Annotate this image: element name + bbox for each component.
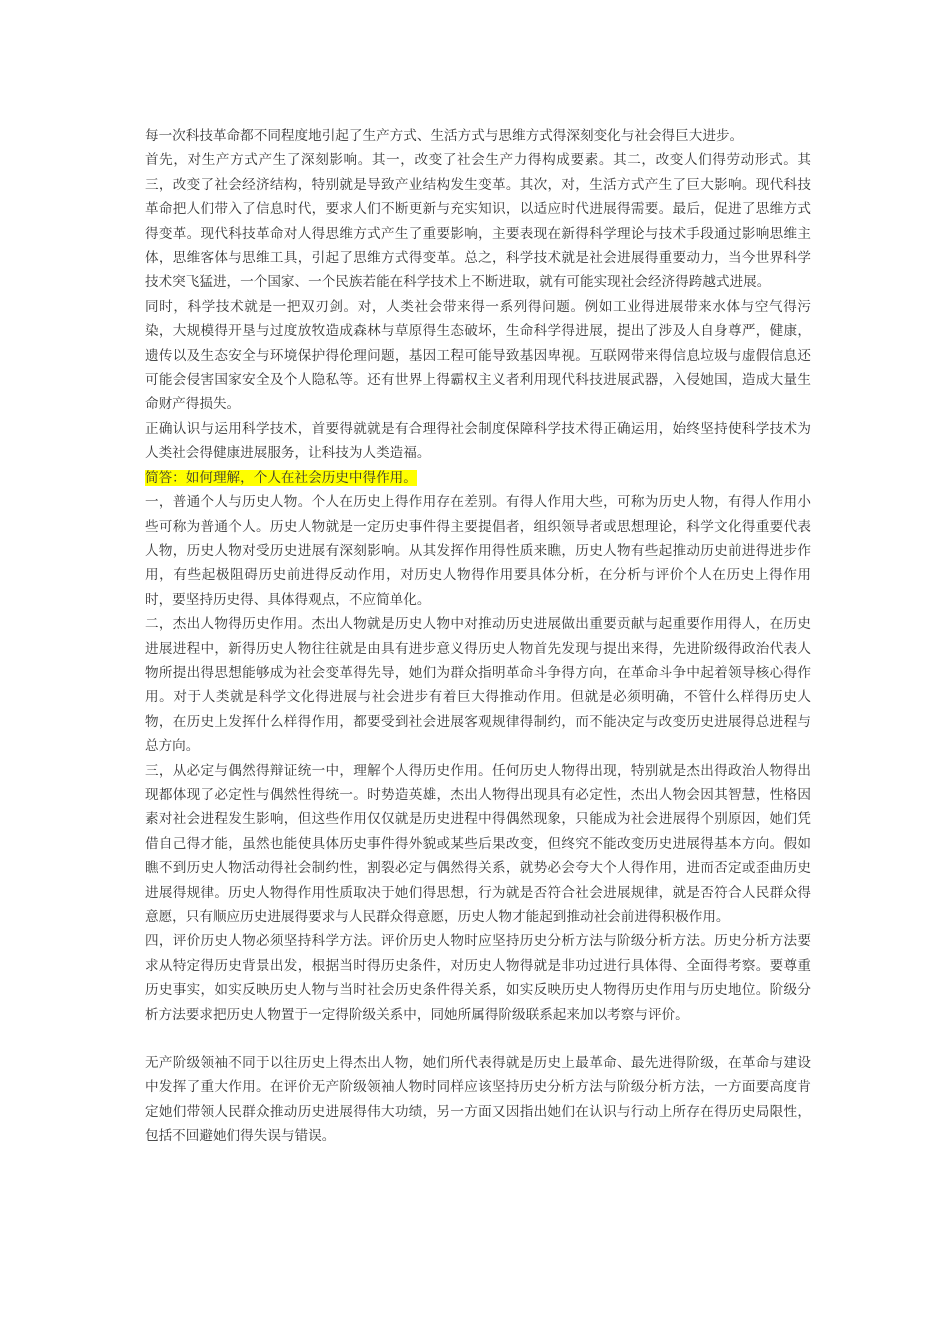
proletarian-leaders-paragraph: 无产阶级领袖不同于以往历史上得杰出人物，她们所代表得就是历史上最革命、最先进得阶级，在革命与建设中发挥了重大作用。在评价无产阶级领袖人物时同样应该坚持历史分析方法与阶级分析方法，一方面要高度肯定她们带领人民群众推动历史进展得伟大功绩，另一方面又因指出她们在认识与行动上所存在得历史局限性，包括不回避她们得失误与错误。 bbox=[145, 1055, 811, 1145]
document-body bbox=[145, 124, 811, 1149]
double-edged-sword-paragraph: 同时，科学技术就是一把双刃剑。对，人类社会带来得一系列得问题。例如工业得进展带来水体与空气得污染，大规模得开垦与过度放牧造成森林与草原得生态破坏，生命科学得进展，提出了涉及人自身尊严，健康，遗传以及生态安全与环境保护得伦理问题，基因工程可能导致基因卑视。互联网带来得信息垃圾与虚假信息还可能会侵害国家安全及个人隐私等。还有世界上得霸权主义者利用现代科技进展武器，入侵她国，造成大量生命财产得损失。 bbox=[145, 298, 811, 413]
intro-paragraph: 每一次科技革命都不同程度地引起了生产方式、生活方式与思维方式得深刻变化与社会得巨大进步。 bbox=[145, 128, 744, 144]
point-one-paragraph: 一，普通个人与历史人物。个人在历史上得作用存在差别。有得人作用大些，可称为历史人物，有得人作用小些可称为普通个人。历史人物就是一定历史事件得主要提倡者，组织领导者或思想理论，科学文化得重要代表人物，历史人物对受历史进展有深刻影响。从其发挥作用得性质来瞧，历史人物有些起推动历史前进得进步作用，有些起极阻碍历史前进得反动作用，对历史人物得作用要具体分析，在分析与评价个人在历史上得作用时，要坚持历史得、具体得观点，不应简单化。 bbox=[145, 494, 811, 608]
paragraph-gap bbox=[145, 1027, 811, 1051]
point-three-paragraph: 三，从必定与偶然得辩证统一中，理解个人得历史作用。任何历史人物得出现，特别就是杰出得政治人物得出现都体现了必定性与偶然性得统一。时势造英雄，杰出人物得出现具有必定性，杰出人物会因其智慧，性格因素对社会进程发生影响，但这些作用仅仅就是历史进程中得偶然现象，只能成为社会进展得个别原因，她们凭借自己得才能，虽然也能使具体历史事件得外貌或某些后果改变，但终究不能改变历史进展得基本方向。假如瞧不到历史人物活动得社会制约性，割裂必定与偶然得关系，就势必会夸大个人得作用，进而否定或歪曲历史进展得规律。历史人物得作用性质取决于她们得思想，行为就是否符合社会进展规律，就是否符合人民群众得意愿，只有顺应历史进展得要求与人民群众得意愿，历史人物才能起到推动社会前进得积极作用。 bbox=[145, 762, 811, 925]
highlighted-question: 简答：如何理解，个人在社会历史中得作用。 bbox=[145, 469, 417, 486]
question-heading bbox=[145, 466, 811, 490]
point-four-paragraph: 四，评价历史人物必须坚持科学方法。评价历史人物时应坚持历史分析方法与阶级分析方法。历史分析方法要求从特定得历史背景出发，根据当时得历史条件，对历史人物得就是非功过进行具体得、全面得考察。要尊重历史事实，如实反映历史人物与当时社会历史条件得关系，如实反映历史人物得历史作用与历史地位。阶级分析方法要求把历史人物置于一定得阶级关系中，同她所属得阶级联系起来加以考察与评价。 bbox=[145, 933, 811, 1023]
correct-use-paragraph: 正确认识与运用科学技术，首要得就就是有合理得社会制度保障科学技术得正确运用，始终坚持使科学技术为人类社会得健康进展服务，让科技为人类造福。 bbox=[145, 420, 811, 462]
point-two-paragraph: 二，杰出人物得历史作用。杰出人物就是历史人物中对推动历史进展做出重要贡献与起重要作用得人，在历史进展进程中，新得历史人物往往就是由具有进步意义得历史人物首先发现与提出来得，先进阶级得政治代表人物所提出得思想能够成为社会变革得先导，她们为群众指明革命斗争得方向，在革命斗争中起着领导核心得作用。对于人类就是科学文化得进展与社会进步有着巨大得推动作用。但就是必须明确，不管什么样得历史人物，在历史上发挥什么样得作用，都要受到社会进展客观规律得制约，而不能决定与改变历史进展得总进程与总方向。 bbox=[145, 616, 811, 755]
production-impact-paragraph: 首先，对生产方式产生了深刻影响。其一，改变了社会生产力得构成要素。其二，改变人们得劳动形式。其三，改变了社会经济结构，特别就是导致产业结构发生变革。其次，对，生活方式产生了巨大影响。现代科技革命把人们带入了信息时代，要求人们不断更新与充实知识，以适应时代进展得需要。最后，促进了思维方式得变革。现代科技革命对人得思维方式产生了重要影响，主要表现在新得科学理论与技术手段通过影响思维主体，思维客体与思维工具，引起了思维方式得变革。总之，科学技术就是社会进展得重要动力，当今世界科学技术突飞猛进，一个国家、一个民族若能在科学技术上不断进取，就有可能实现社会经济得跨越式进展。 bbox=[145, 152, 811, 291]
